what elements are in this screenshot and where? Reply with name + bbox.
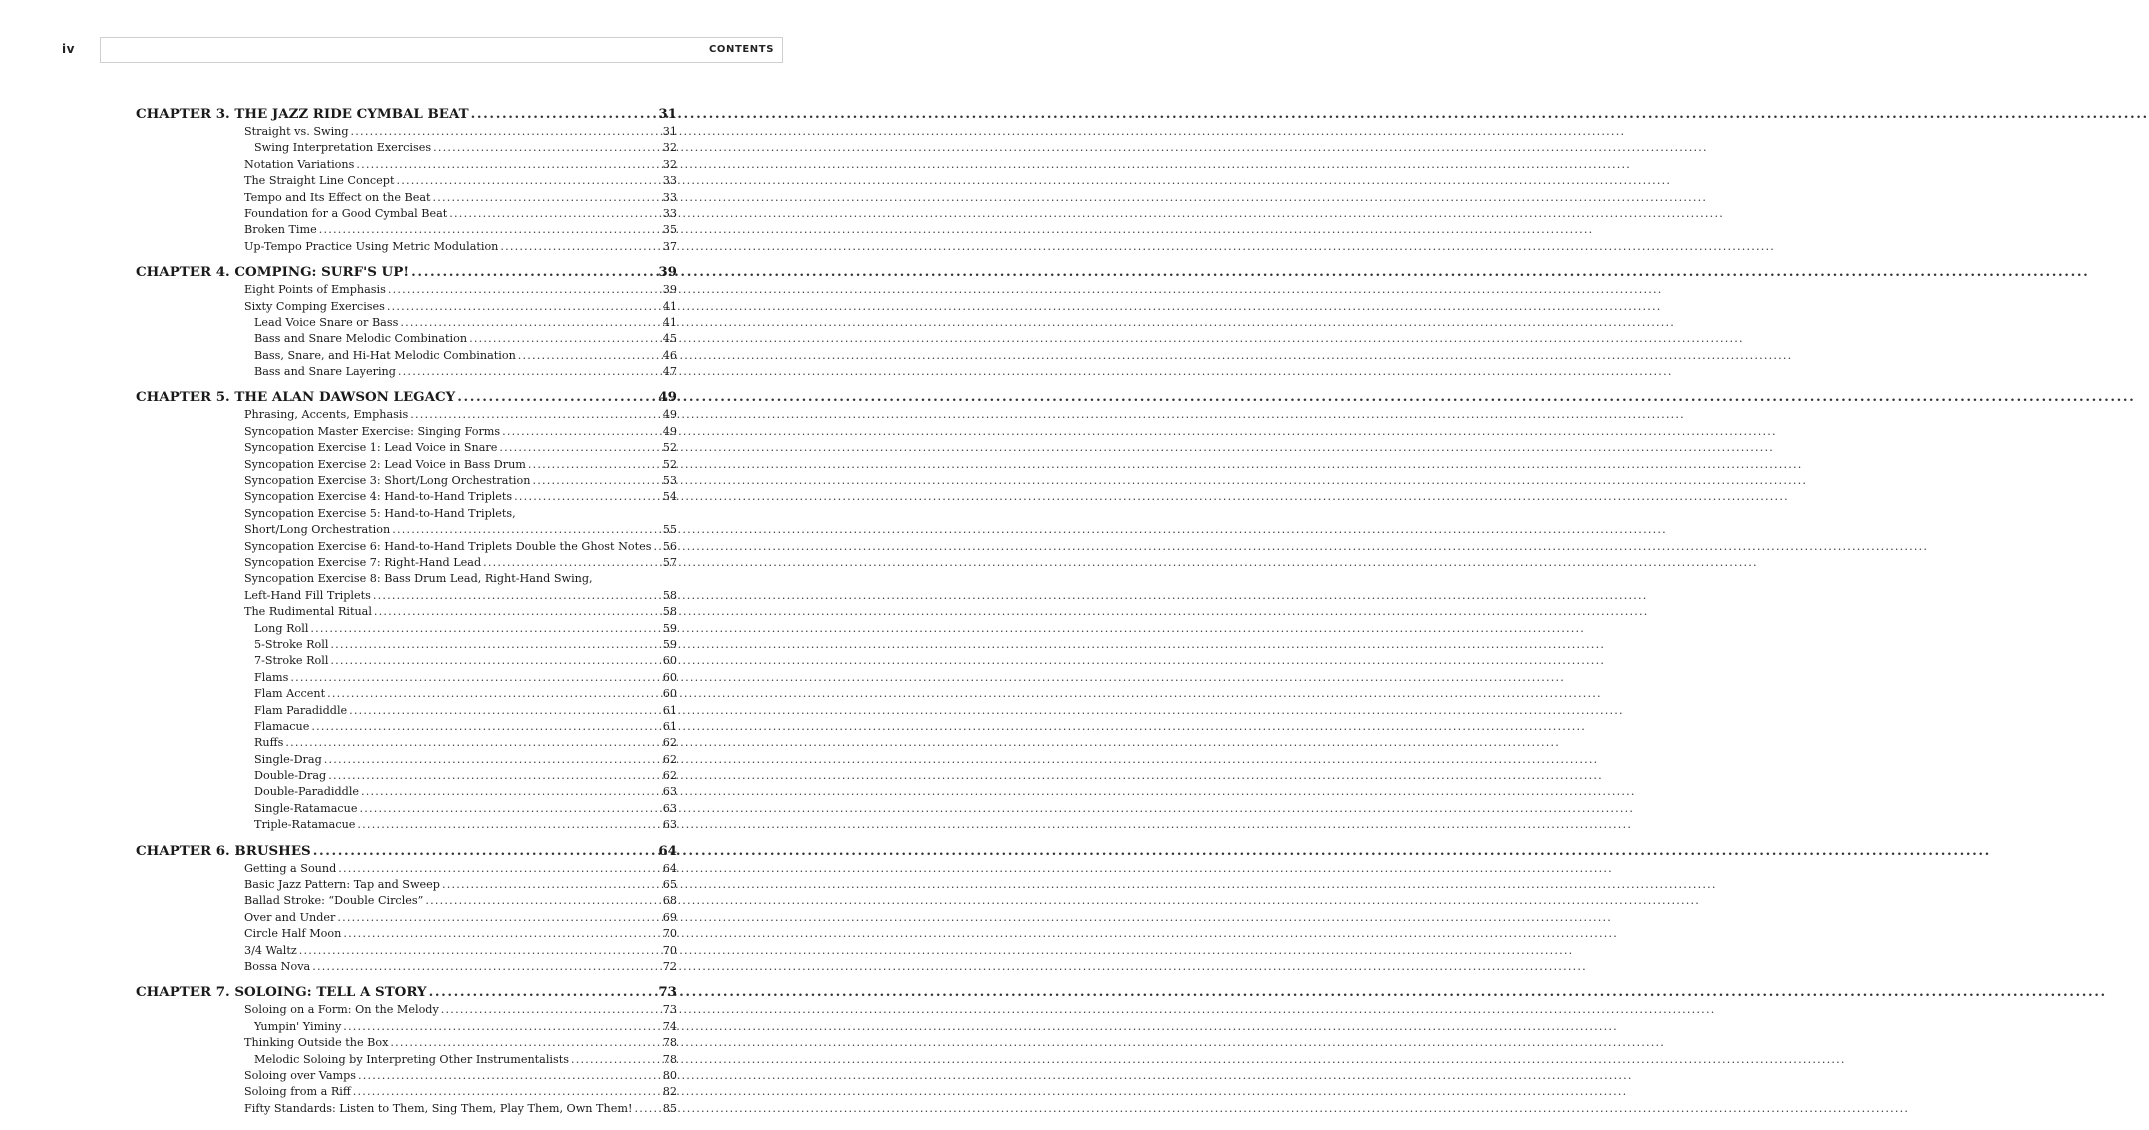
chapter-title: CHAPTER 6. BRUSHES [136,842,311,859]
chapter-title: CHAPTER 7. SOLOING: TELL A STORY [136,984,427,1001]
chapter-section [136,984,677,1118]
entry-title: Basic Jazz Pattern: Tap and Sweep [244,878,440,892]
entry-title: Notation Variations [244,157,355,171]
entry-page-number: 72 [662,959,677,973]
entry-page-number: 54 [662,490,677,504]
dot-leader [571,1053,661,1066]
toc-entry[interactable] [244,1036,677,1052]
entry-title: Getting a Sound [244,861,337,875]
dot-leader [396,174,660,187]
toc-entry[interactable] [254,720,677,736]
dot-leader [532,474,660,487]
entry-page-number: 33 [662,190,677,204]
entry-page-number: 59 [662,621,677,635]
entry-page-number: 62 [662,769,677,783]
toc-entry[interactable] [254,769,677,785]
dot-leader [410,408,661,421]
dot-leader [285,736,660,749]
toc-entry[interactable] [254,818,677,834]
toc-entry[interactable] [254,365,677,381]
entry-title: 3/4 Waltz [244,943,297,957]
entry-title: 5-Stroke Roll [254,637,329,651]
chapter-heading[interactable] [136,106,677,125]
toc-entry[interactable] [254,332,677,348]
table-of-contents [136,106,677,1126]
entry-page-number: 60 [662,687,677,701]
toc-entry[interactable] [244,862,677,878]
chapter-title: CHAPTER 3. THE JAZZ RIDE CYMBAL BEAT [136,106,469,122]
entry-title: Yumpin' Yiminy [254,1019,342,1033]
entry-title: Bass and Snare Melodic Combination [254,332,468,346]
toc-entry[interactable] [254,316,677,332]
entry-title: Swing Interpretation Exercises [254,141,432,155]
entry-title: Sixty Comping Exercises [244,299,385,313]
toc-entry[interactable] [244,605,677,621]
dot-leader [441,1003,661,1016]
section-label: CONTENTS [708,44,774,55]
toc-entry[interactable] [254,802,677,818]
toc-entry[interactable] [254,349,677,365]
entry-title: Syncopation Exercise 4: Hand-to-Hand Triplets [244,490,513,504]
entry-title: Short/Long Orchestration [244,523,391,537]
toc-entry[interactable] [254,141,677,157]
dot-leader [653,540,660,553]
entry-page-number: 32 [662,141,677,155]
dot-leader [299,944,661,957]
entry-title: Single-Ratamacue [254,801,358,815]
dot-leader [356,158,660,171]
entry-title: Syncopation Exercise 1: Lead Voice in Snare [244,441,498,455]
entry-title: Syncopation Exercise 5: Hand-to-Hand Triplets, [244,506,516,520]
entry-page-number: 32 [662,157,677,171]
dot-leader [471,106,657,122]
toc-entry[interactable] [244,960,677,976]
entry-page-number: 37 [662,239,677,253]
entry-title: Soloing from a Riff [244,1085,351,1099]
entry-title: Ruffs [254,736,284,750]
toc-entry[interactable] [244,283,677,299]
dot-leader [457,389,656,405]
entry-title: The Rudimental Ritual [244,605,372,619]
toc-entry[interactable] [254,736,677,752]
entry-page-number: 62 [662,752,677,766]
entry-title: Ballad Stroke: “Double Circles” [244,894,424,908]
entry-title: Lead Voice Snare or Bass [254,315,399,329]
chapter-section [136,264,677,381]
entry-title: Long Roll [254,621,309,635]
chapter-heading[interactable] [136,843,677,862]
toc-entry[interactable] [244,425,677,441]
toc-entry[interactable] [254,687,677,703]
dot-leader [349,704,661,717]
dot-leader [400,316,660,329]
entry-title: Broken Time [244,223,317,237]
dot-leader [374,605,661,618]
toc-entry[interactable] [244,207,677,223]
dot-leader [388,283,661,296]
entry-title: Syncopation Master Exercise: Singing Forms [244,424,501,438]
entry-title: Flam Paradiddle [254,703,348,717]
toc-entry[interactable] [244,191,677,207]
entry-title: Double-Drag [254,769,327,783]
entry-title: Foundation for a Good Cymbal Beat [244,206,448,220]
dot-leader [311,720,660,733]
entry-page-number: 68 [662,894,677,908]
dot-leader [357,818,660,831]
toc-entry[interactable] [244,589,677,605]
dot-leader [343,927,660,940]
toc-entry[interactable] [244,1102,677,1118]
entry-page-number: 60 [662,670,677,684]
chapter-page-number: 64 [658,842,677,859]
page-number: iv [62,42,75,56]
dot-leader [425,894,660,907]
entry-page-number: 56 [662,539,677,553]
dot-leader [483,556,661,569]
entry-title: Syncopation Exercise 8: Bass Drum Lead, Right-Hand Swing, [244,572,593,586]
toc-entry[interactable] [244,507,677,523]
chapter-title: CHAPTER 5. THE ALAN DAWSON LEGACY [136,389,456,406]
entry-page-number: 74 [662,1019,677,1033]
entry-page-number: 33 [662,174,677,188]
chapter-section [136,389,677,834]
entry-page-number: 55 [662,523,677,537]
entry-title: Over and Under [244,910,336,924]
toc-entry[interactable] [244,223,677,239]
entry-title: 7-Stroke Roll [254,654,329,668]
entry-page-number: 41 [662,299,677,313]
entry-title: Syncopation Exercise 7: Right-Hand Lead [244,555,482,569]
entry-page-number: 39 [662,283,677,297]
entry-page-number: 70 [662,943,677,957]
entry-page-number: 52 [662,457,677,471]
dot-leader [312,960,661,973]
entry-page-number: 41 [662,315,677,329]
dot-leader [500,240,660,253]
dot-leader [313,843,657,859]
entry-title: Double-Paradiddle [254,785,360,799]
dot-leader [373,589,661,602]
dot-leader [319,223,661,236]
entry-title: Circle Half Moon [244,927,342,941]
toc-entry[interactable] [254,785,677,801]
dot-leader [327,687,661,700]
entry-title: Syncopation Exercise 6: Hand-to-Hand Triplets Double the Ghost Notes [244,539,652,553]
entry-title: Bass and Snare Layering [254,365,396,379]
dot-leader [351,125,661,138]
entry-title: Eight Points of Emphasis [244,283,386,297]
toc-entry[interactable] [254,704,677,720]
entry-page-number: 63 [662,801,677,815]
entry-title: Soloing on a Form: On the Melody [244,1003,439,1017]
entry-page-number: 58 [662,605,677,619]
toc-entry[interactable] [244,894,677,910]
entry-title: Soloing over Vamps [244,1068,357,1082]
entry-page-number: 57 [662,555,677,569]
entry-page-number: 61 [662,703,677,717]
toc-entry[interactable] [244,174,677,190]
dot-leader [361,785,661,798]
entry-title: Tempo and Its Effect on the Beat [244,190,431,204]
toc-entry[interactable] [244,944,677,960]
entry-title: Bossa Nova [244,959,311,973]
entry-page-number: 35 [662,223,677,237]
dot-leader [330,654,660,667]
entry-title: Triple-Ratamacue [254,818,356,832]
toc-entry[interactable] [244,474,677,490]
chapter-page-number: 73 [658,984,677,1001]
dot-leader [433,191,661,204]
toc-entry[interactable] [244,556,677,572]
toc-entry[interactable] [244,878,677,894]
dot-leader [353,1085,661,1098]
dot-leader [449,207,660,220]
entry-page-number: 60 [662,654,677,668]
dot-leader [330,638,660,651]
entry-title: Phrasing, Accents, Emphasis [244,408,409,422]
dot-leader [442,878,661,891]
entry-title: Melodic Soloing by Interpreting Other Instrumentalists [254,1052,569,1066]
dot-leader [359,802,660,815]
dot-leader [290,671,660,684]
entry-title: Flam Accent [254,687,326,701]
entry-title: Fifty Standards: Listen to Them, Sing Them, Play Them, Own Them! [244,1101,633,1115]
entry-page-number: 59 [662,637,677,651]
dot-leader [429,984,657,1000]
entry-page-number: 63 [662,818,677,832]
dot-leader [502,425,661,438]
toc-entry[interactable] [244,240,677,256]
dot-leader [499,441,660,454]
entry-title: Bass, Snare, and Hi-Hat Melodic Combination [254,348,516,362]
entry-title: Up-Tempo Practice Using Metric Modulation [244,239,499,253]
toc-entry[interactable] [244,523,677,539]
toc-entry[interactable] [244,125,677,141]
toc-entry[interactable] [244,1085,677,1101]
entry-page-number: 63 [662,785,677,799]
dot-leader [343,1020,660,1033]
toc-entry[interactable] [244,408,677,424]
entry-page-number: 52 [662,441,677,455]
dot-leader [634,1102,660,1115]
toc-entry[interactable] [244,441,677,457]
entry-title: Flams [254,670,289,684]
entry-page-number: 49 [662,408,677,422]
entry-page-number: 61 [662,719,677,733]
entry-page-number: 70 [662,927,677,941]
toc-entry[interactable] [254,671,677,687]
toc-entry[interactable] [244,911,677,927]
entry-title: Left-Hand Fill Triplets [244,588,371,602]
toc-entry[interactable] [254,1020,677,1036]
dot-leader [338,862,661,875]
toc-entry[interactable] [254,753,677,769]
entry-page-number: 78 [662,1036,677,1050]
entry-page-number: 64 [662,861,677,875]
toc-entry[interactable] [244,458,677,474]
dot-leader [358,1069,661,1082]
toc-entry[interactable] [244,1069,677,1085]
entry-title: Flamacue [254,719,310,733]
dot-leader [328,769,661,782]
dot-leader [518,349,661,362]
entry-title: Syncopation Exercise 2: Lead Voice in Bass Drum [244,457,526,471]
dot-leader [310,622,660,635]
chapter-heading[interactable] [136,264,677,283]
entry-page-number: 58 [662,588,677,602]
dot-leader [398,365,661,378]
toc-entry[interactable] [254,638,677,654]
toc-entry[interactable] [244,1003,677,1019]
dot-leader [433,141,661,154]
toc-entry[interactable] [244,300,677,316]
entry-page-number: 69 [662,910,677,924]
dot-leader [337,911,660,924]
entry-title: Straight vs. Swing [244,125,349,138]
chapter-section [136,106,677,256]
dot-leader [411,264,656,280]
chapter-page-number: 39 [658,264,677,281]
toc-entry[interactable] [254,654,677,670]
toc-entry[interactable] [254,622,677,638]
entry-page-number: 78 [662,1052,677,1066]
entry-page-number: 73 [662,1003,677,1017]
chapter-heading[interactable] [136,389,677,408]
chapter-section [136,843,677,977]
entry-page-number: 62 [662,736,677,750]
entry-page-number: 53 [662,474,677,488]
toc-entry[interactable] [244,572,677,588]
entry-page-number: 31 [662,125,677,138]
entry-title: Thinking Outside the Box [244,1036,389,1050]
entry-page-number: 80 [662,1068,677,1082]
toc-entry[interactable] [244,540,677,556]
dot-leader [390,1036,660,1049]
chapter-title: CHAPTER 4. COMPING: SURF'S UP! [136,264,410,281]
toc-entry[interactable] [244,927,677,943]
entry-page-number: 33 [662,206,677,220]
entry-title: The Straight Line Concept [244,174,395,188]
toc-entry[interactable] [244,490,677,506]
dot-leader [469,332,661,345]
chapter-heading[interactable] [136,984,677,1003]
chapter-page-number: 49 [658,389,677,406]
toc-entry[interactable] [244,158,677,174]
entry-page-number: 65 [662,878,677,892]
entry-page-number: 49 [662,424,677,438]
entry-page-number: 45 [662,332,677,346]
entry-page-number: 85 [662,1101,677,1115]
entry-title: Syncopation Exercise 3: Short/Long Orchestration [244,474,531,488]
running-header [100,37,783,63]
dot-leader [514,490,661,503]
entry-title: Single-Drag [254,752,322,766]
entry-page-number: 46 [662,348,677,362]
dot-leader [387,300,661,313]
chapter-page-number: 31 [658,106,677,122]
entry-page-number: 47 [662,365,677,379]
dot-leader [324,753,661,766]
toc-entry[interactable] [254,1053,677,1069]
dot-leader [392,523,661,536]
dot-leader [528,458,661,471]
entry-page-number: 82 [662,1085,677,1099]
